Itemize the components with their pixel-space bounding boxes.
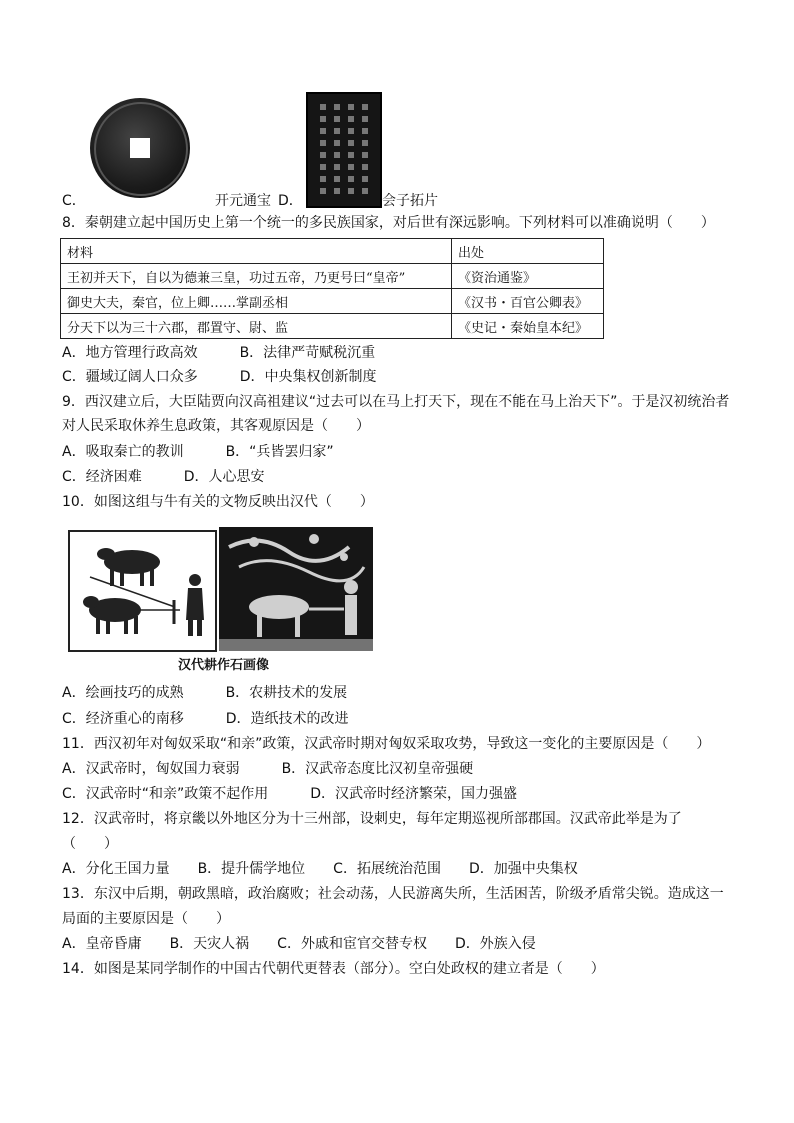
q14-stem: 14．如图是某同学制作的中国古代朝代更替表（部分）。空白处政权的建立者是（ ）: [62, 961, 605, 977]
coin-square-hole: [130, 138, 150, 158]
ox-plow-illustration: [70, 532, 215, 650]
q13-stem-line1: 13．东汉中后期，朝政黑暗，政治腐败；社会动荡，人民游离失所，生活困苦，阶级矛盾常尖锐。造成这一: [62, 886, 724, 902]
kaiyuan-tongbao-coin-image: [90, 98, 190, 198]
q8-options-ab: A．地方管理行政高效 B．法律严苛赋税沉重: [62, 345, 376, 361]
q11-options-cd: C．汉武帝时“和亲”政策不起作用 D．汉武帝时经济繁荣，国力强盛: [62, 786, 518, 802]
q10-stem: 10．如图这组与牛有关的文物反映出汉代（ ）: [62, 494, 374, 510]
q8-stem: 8．秦朝建立起中国历史上第一个统一的多民族国家，对后世有深远影响。下列材料可以准确说明（ ）: [62, 215, 715, 231]
table-row: [61, 264, 604, 289]
table-cell-source: 《汉书・百官公卿表》: [452, 289, 604, 314]
q13-stem-line2: 局面的主要原因是（ ）: [62, 911, 230, 927]
table-header-row: [61, 239, 604, 264]
q9-options-cd: C．经济困难 D．人心思安: [62, 469, 265, 485]
table-cell-source: 《资治通鉴》: [452, 264, 604, 289]
table-row: [61, 314, 604, 339]
table-cell-material: 分天下以为三十六郡，郡置守、尉、监: [61, 314, 452, 339]
q9-stem-line2: 对人民采取休养生息政策，其客观原因是（ ）: [62, 418, 370, 434]
q7-option-c-letter: C．: [62, 193, 86, 209]
q12-stem-line1: 12．汉武帝时，将京畿以外地区分为十三州部，设刺史，每年定期巡视所部郡国。汉武帝此举是为了: [62, 811, 682, 827]
q11-stem: 11．西汉初年对匈奴采取“和亲”政策，汉武帝时期对匈奴采取攻势，导致这一变化的主要原因是（ ）: [62, 736, 711, 752]
q12-stem-line2: （ ）: [62, 836, 118, 852]
table-row: [61, 289, 604, 314]
q10-image-caption: 汉代耕作石画像: [178, 658, 270, 673]
q13-options: A．皇帝昏庸 B．天灾人祸 C．外戚和宦官交替专权 D．外族入侵: [62, 936, 536, 952]
table-header-source: 出处: [452, 239, 604, 264]
q7-option-d-caption: 会子拓片: [382, 193, 438, 209]
q7-option-c-caption: 开元通宝: [215, 193, 271, 209]
q8-options-cd: C．疆域辽阔人口众多 D．中央集权创新制度: [62, 369, 377, 385]
table-cell-source: 《史记・秦始皇本纪》: [452, 314, 604, 339]
q10-options-cd: C．经济重心的南移 D．造纸技术的改进: [62, 711, 349, 727]
huizi-rubbing-image: [306, 92, 382, 208]
stone-relief-illustration: [219, 527, 373, 651]
q8-source-table: [60, 238, 604, 339]
q9-stem-line1: 9．西汉建立后，大臣陆贾向汉高祖建议“过去可以在马上打天下，现在不能在马上治天下”。于是汉初统治者: [62, 394, 730, 410]
q7-option-d-letter: D．: [278, 193, 303, 209]
table-header-material: 材料: [61, 239, 452, 264]
ox-plowing-drawing: [68, 530, 217, 652]
han-stone-relief-image: [219, 527, 373, 651]
q10-options-ab: A．绘画技巧的成熟 B．农耕技术的发展: [62, 685, 348, 701]
q11-options-ab: A．汉武帝时，匈奴国力衰弱 B．汉武帝态度比汉初皇帝强硬: [62, 761, 474, 777]
q12-options: A．分化王国力量 B．提升儒学地位 C．拓展统治范围 D．加强中央集权: [62, 861, 578, 877]
table-cell-material: 王初并天下，自以为德兼三皇，功过五帝，乃更号曰“皇帝”: [61, 264, 452, 289]
table-cell-material: 御史大夫，秦官，位上卿……掌副丞相: [61, 289, 452, 314]
q9-options-ab: A．吸取秦亡的教训 B．“兵皆罢归家”: [62, 444, 334, 460]
